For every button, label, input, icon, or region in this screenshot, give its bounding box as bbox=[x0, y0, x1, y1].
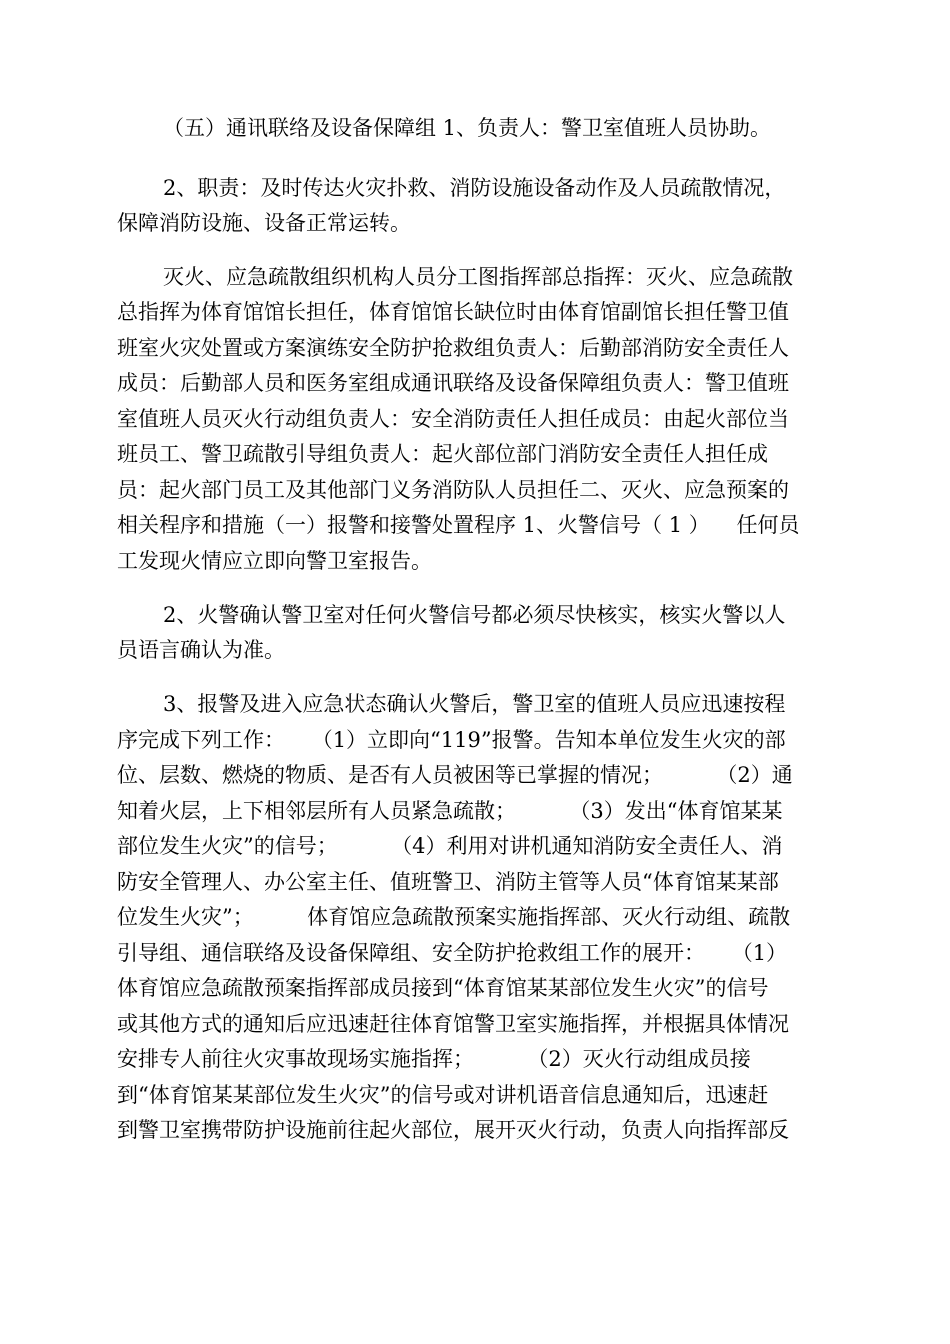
text-line: 员语言确认为准。 bbox=[117, 638, 285, 662]
text-line: 相关程序和措施（一）报警和接警处置程序 1、火警信号（ 1 ） 任何员 bbox=[117, 513, 800, 537]
text-line: 2、火警确认警卫室对任何火警信号都必须尽快核实，核实火警以人 bbox=[163, 603, 786, 627]
text-line: 员：起火部门员工及其他部门义务消防队人员担任二、灭火、应急预案的 bbox=[117, 478, 789, 502]
text-line: 防安全管理人、办公室主任、值班警卫、消防主管等人员“体育馆某某部 bbox=[117, 870, 779, 894]
text-line: 引导组、通信联络及设备保障组、安全防护抢救组工作的展开： （1） bbox=[117, 941, 788, 965]
text-line: 知着火层，上下相邻层所有人员紧急疏散； （3）发出“体育馆某某 bbox=[117, 799, 783, 823]
text-line: 成员：后勤部人员和医务室组成通讯联络及设备保障组负责人：警卫值班 bbox=[117, 371, 789, 395]
text-line: 保障消防设施、设备正常运转。 bbox=[117, 211, 411, 235]
text-line: 到“体育馆某某部位发生火灾”的信号或对讲机语音信息通知后，迅速赶 bbox=[117, 1083, 769, 1107]
text-line: 到警卫室携带防护设施前往起火部位，展开灭火行动，负责人向指挥部反 bbox=[117, 1118, 789, 1142]
text-line: （五）通讯联络及设备保障组 1、负责人：警卫室值班人员协助。 bbox=[163, 116, 772, 140]
text-line: 或其他方式的通知后应迅速赶往体育馆警卫室实施指挥，并根据具体情况 bbox=[117, 1012, 789, 1036]
text-line: 2、职责：及时传达火灾扑救、消防设施设备动作及人员疏散情况， bbox=[163, 176, 786, 200]
text-line: 位发生火灾”； 体育馆应急疏散预案实施指挥部、灭火行动组、疏散 bbox=[117, 905, 791, 929]
text-line: 体育馆应急疏散预案指挥部成员接到“体育馆某某部位发生火灾”的信号 bbox=[117, 976, 769, 1000]
text-line: 安排专人前往火灾事故现场实施指挥； （2）灭火行动组成员接 bbox=[117, 1047, 751, 1071]
text-line: 工发现火情应立即向警卫室报告。 bbox=[117, 549, 432, 573]
text-line: 总指挥为体育馆馆长担任，体育馆馆长缺位时由体育馆副馆长担任警卫值 bbox=[117, 300, 789, 324]
text-line: 班员工、警卫疏散引导组负责人：起火部位部门消防安全责任人担任成 bbox=[117, 442, 768, 466]
text-line: 室值班人员灭火行动组负责人：安全消防责任人担任成员：由起火部位当 bbox=[117, 407, 789, 431]
text-line: 部位发生火灾”的信号； （4）利用对讲机通知消防安全责任人、消 bbox=[117, 834, 783, 858]
text-line: 灭火、应急疏散组织机构人员分工图指挥部总指挥：灭火、应急疏散 bbox=[163, 265, 793, 289]
text-line: 班室火灾处置或方案演练安全防护抢救组负责人：后勤部消防安全责任人 bbox=[117, 336, 789, 360]
text-line: 3、报警及进入应急状态确认火警后，警卫室的值班人员应迅速按程 bbox=[163, 692, 786, 716]
text-line: 位、层数、燃烧的物质、是否有人员被困等已掌握的情况； （2）通 bbox=[117, 763, 793, 787]
text-line: 序完成下列工作： （1）立即向“119”报警。告知本单位发生火灾的部 bbox=[117, 728, 786, 752]
